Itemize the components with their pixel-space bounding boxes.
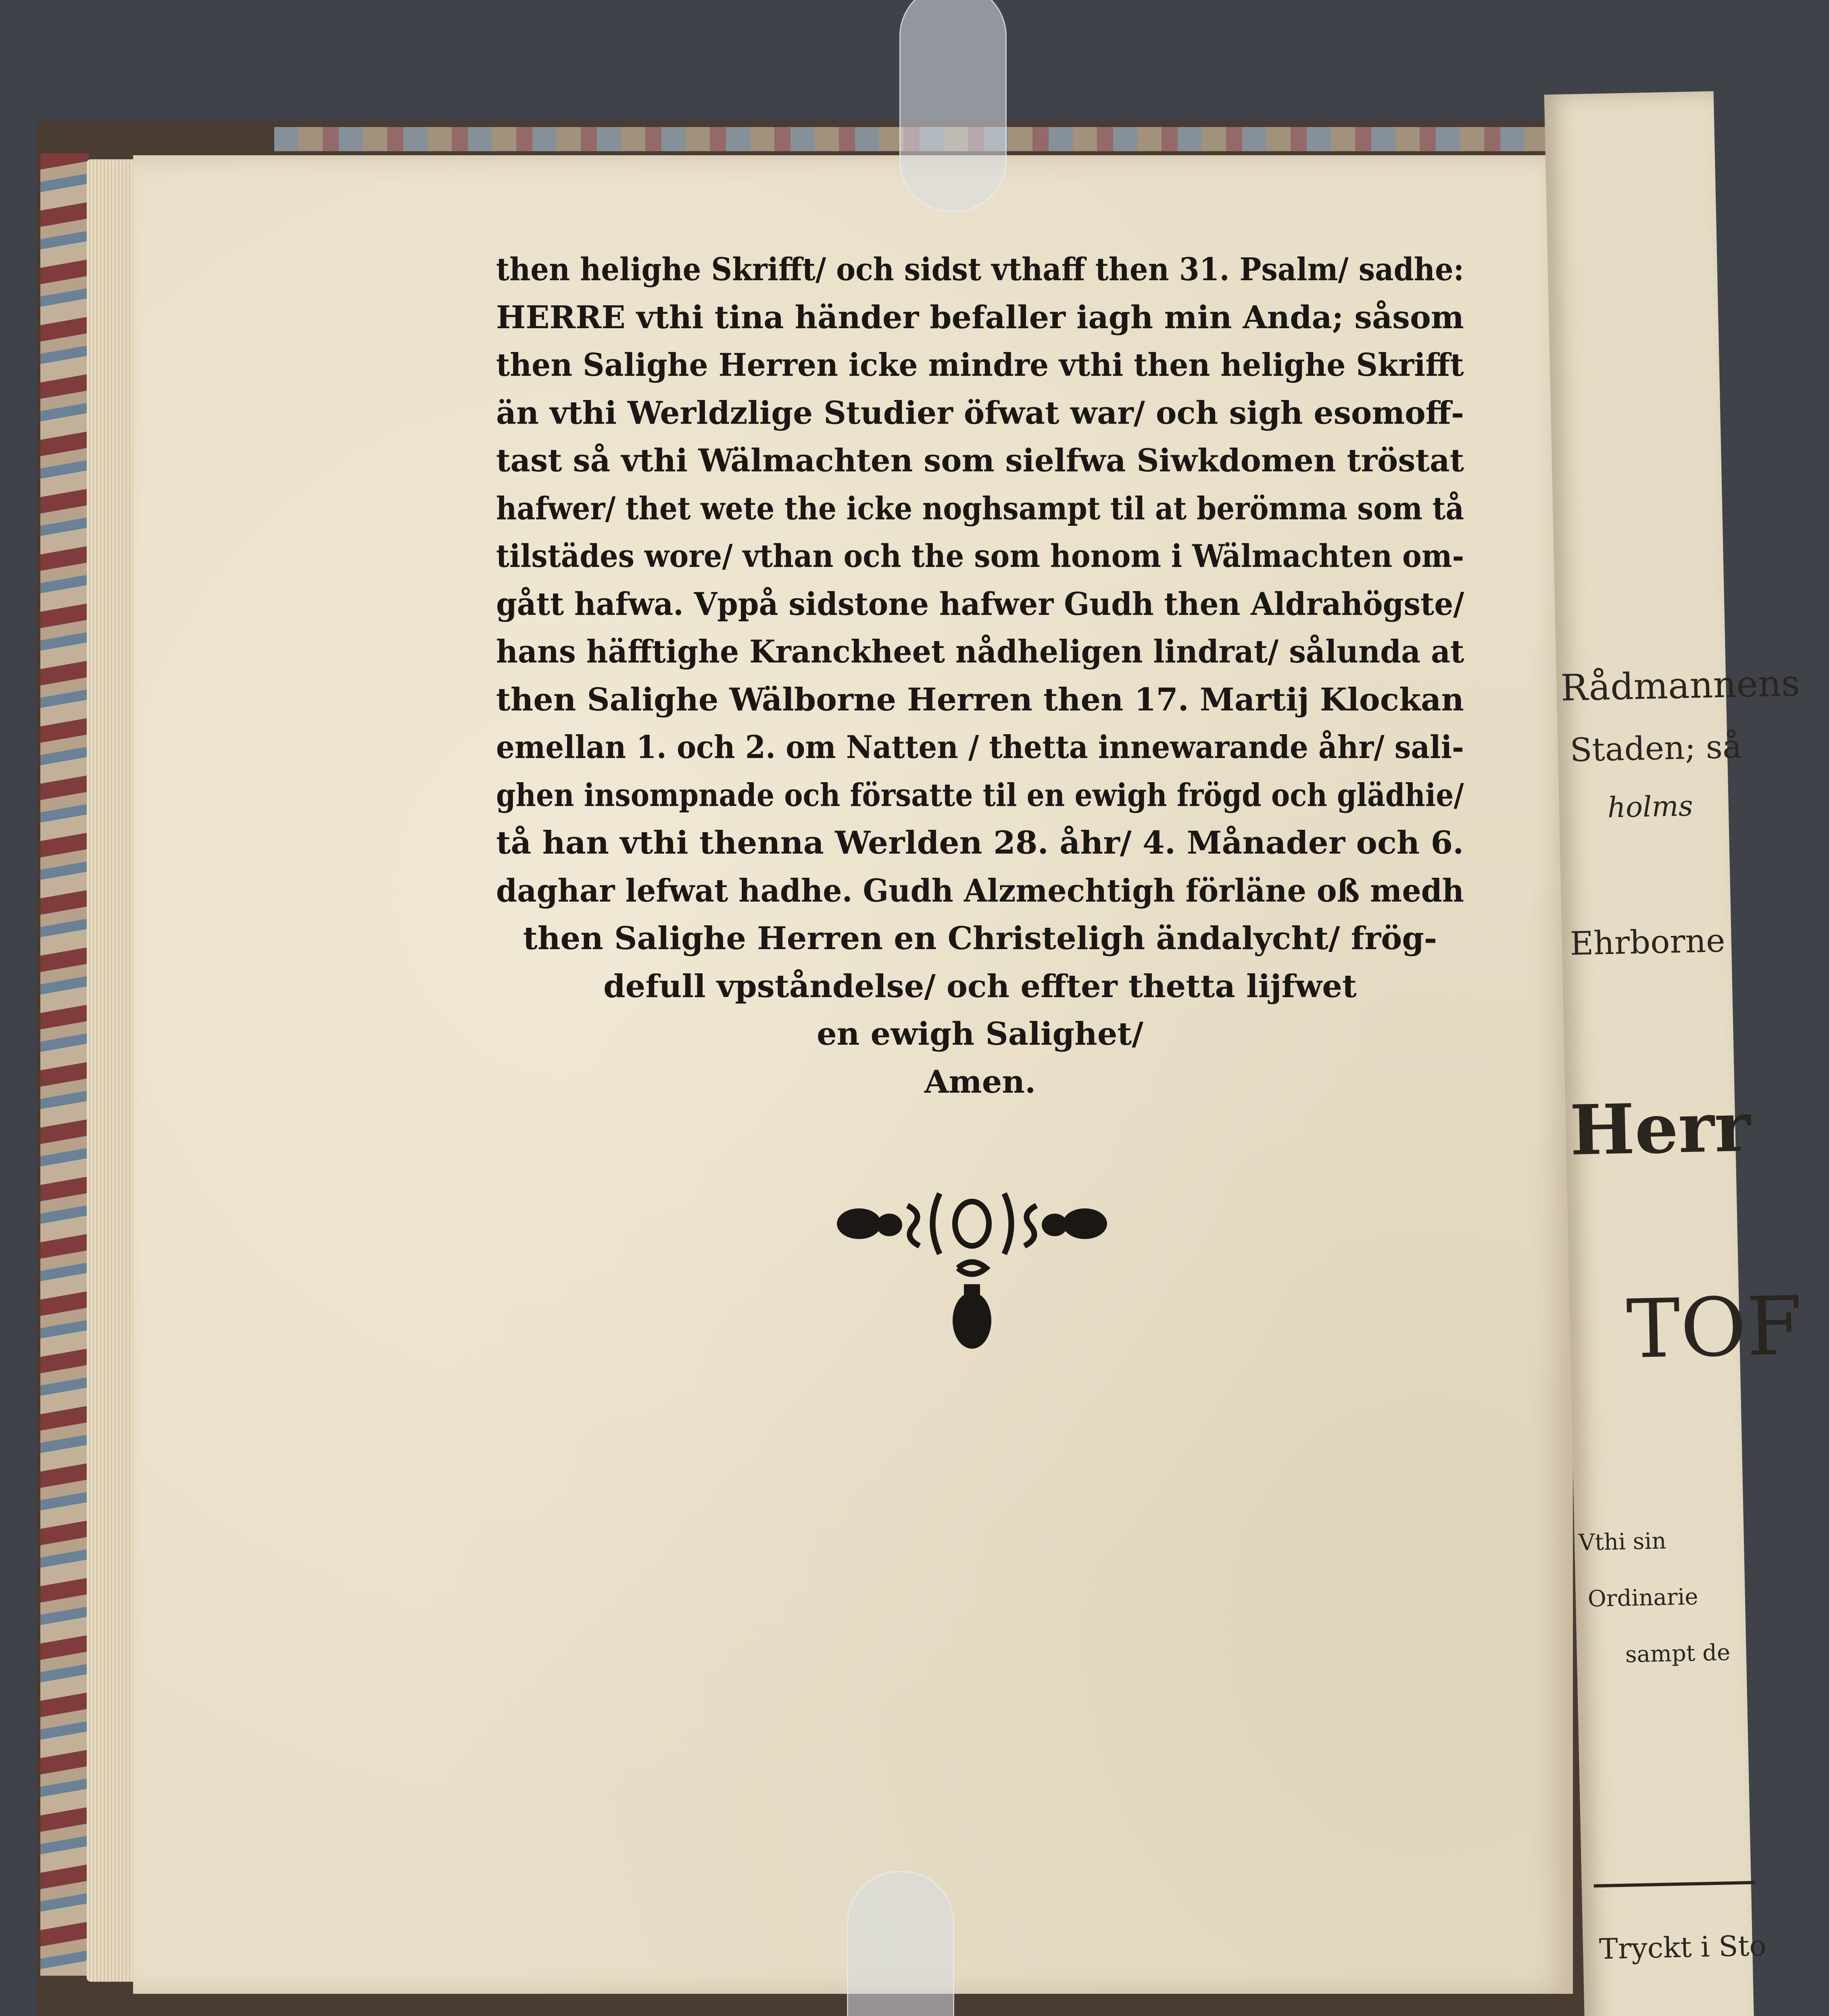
facing-fragment: Tryckt i Sto: [1599, 1929, 1767, 1966]
closing-line: Amen.: [924, 1063, 1036, 1100]
text-line: hans häfftighe Kranckheet nådheligen lindrat/ sålunda at: [496, 633, 1464, 670]
text-line: HERRE vthi tina händer befaller iagh min Anda; såsom: [496, 299, 1464, 336]
facing-fragment: sampt de: [1625, 1639, 1731, 1668]
closing-line: defull vpståndelse/ och effter thetta lijfwet: [603, 968, 1357, 1005]
text-line: tilstädes wore/ vthan och the som honom i Wälmachten om-: [496, 538, 1464, 575]
page-text: [496, 246, 1464, 1106]
facing-fragment: Ehrborne: [1569, 922, 1726, 963]
facing-fragment: Ordinarie: [1587, 1583, 1699, 1612]
text-line: then Salighe Wälborne Herren then 17. Martij Klockan: [496, 681, 1464, 718]
text-line: tå han vthi thenna Werlden 28. åhr/ 4. Månader och 6.: [496, 825, 1464, 861]
facing-fragment: Herr: [1569, 1086, 1752, 1171]
text-line: gått hafwa. Vppå sidstone hafwer Gudh then Aldrahögste/: [496, 585, 1464, 623]
text-line: then Salighe Herren icke mindre vthi then helighe Skrifft: [496, 347, 1464, 383]
text-line: emellan 1. och 2. om Natten / thetta innewarande åhr/ sali-: [496, 729, 1464, 766]
facing-fragment: Vthi sin: [1578, 1528, 1667, 1556]
marbled-endpaper-left: [40, 153, 89, 1976]
fleuron-ornament-icon: [831, 1181, 1113, 1351]
page-clip-bottom: [847, 1871, 954, 2016]
text-line: tast så vthi Wälmachten som sielfwa Siwkdomen tröstat: [496, 442, 1464, 479]
text-line: ghen insompnade och försatte til en ewigh frögd och glädhie/: [496, 777, 1464, 814]
facing-fragment: holms: [1607, 789, 1693, 825]
facing-fragment: TOF: [1625, 1279, 1804, 1377]
text-line: än vthi Werldzlige Studier öfwat war/ och sigh esomoff-: [496, 394, 1464, 431]
text-line: hafwer/ thet wete the icke noghsampt til at berömma som tå: [496, 490, 1464, 527]
closing-line: en ewigh Salighet/: [817, 1016, 1143, 1052]
facing-fragment: Rådmannens: [1560, 662, 1800, 710]
page-clip-top: [899, 0, 1007, 212]
facing-fragment: Staden; så: [1569, 728, 1742, 769]
text-line: then helighe Skrifft/ och sidst vthaff then 31. Psalm/ sadhe:: [496, 251, 1464, 288]
facing-rule: [1594, 1881, 1755, 1887]
text-line: daghar lefwat hadhe. Gudh Alzmechtigh förläne oß medh: [496, 872, 1464, 909]
closing-line: then Salighe Herren en Christeligh ändalycht/ frög-: [523, 920, 1437, 957]
